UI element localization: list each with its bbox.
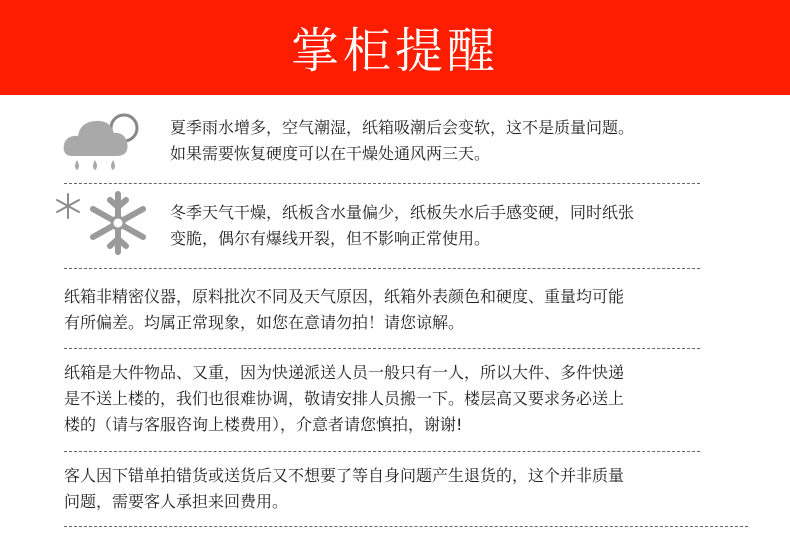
divider <box>64 451 700 452</box>
divider <box>64 268 700 269</box>
header-banner <box>0 0 790 95</box>
notice-snow <box>170 200 634 252</box>
notice-returns-line-2: 问题，需要客人承担来回费用。 <box>64 492 289 511</box>
rain-cloud-icon <box>58 104 158 176</box>
notice-snow-line-2: 变脆，偶尔有爆线开裂，但不影响正常使用。 <box>170 229 491 248</box>
notice-quality-line-1: 纸箱非精密仪器，原料批次不同及天气原因，纸箱外表颜色和硬度、重量均可能 <box>64 287 625 306</box>
notice-rain-line-1: 夏季雨水增多，空气潮湿，纸箱吸潮后会变软，这不是质量问题。 <box>170 118 635 137</box>
notice-rain-line-2: 如果需要恢复硬度可以在干燥处通风两三天。 <box>170 144 491 163</box>
notice-snow-line-1: 冬季天气干燥，纸板含水量偏少，纸板失水后手感变硬，同时纸张 <box>170 203 635 222</box>
divider <box>64 526 748 527</box>
notice-returns-line-1: 客人因下错单拍错货或送货后又不想要了等自身问题产生退货的，这个并非质量 <box>64 466 625 485</box>
snowflake-icon <box>52 188 162 258</box>
notice-quality-line-2: 有所偏差。均属正常现象，如您在意请勿拍！请您谅解。 <box>64 313 465 332</box>
divider <box>64 183 700 184</box>
notice-rain <box>170 115 634 167</box>
notice-returns <box>64 463 624 515</box>
divider <box>64 348 700 349</box>
notice-delivery-line-1: 纸箱是大件物品、又重，因为快递派送人员一般只有一人，所以大件、多件快递 <box>64 363 625 382</box>
notice-quality <box>64 284 624 336</box>
notice-delivery <box>64 360 624 438</box>
notice-delivery-line-2: 是不送上楼的，我们也很难协调，敬请安排人员搬一下。楼层高又要求务必送上 <box>64 389 625 408</box>
notice-delivery-line-3: 楼的（请与客服咨询上楼费用），介意者请您慎拍，谢谢! <box>64 415 463 434</box>
page-title: 掌柜提醒 <box>290 22 499 79</box>
